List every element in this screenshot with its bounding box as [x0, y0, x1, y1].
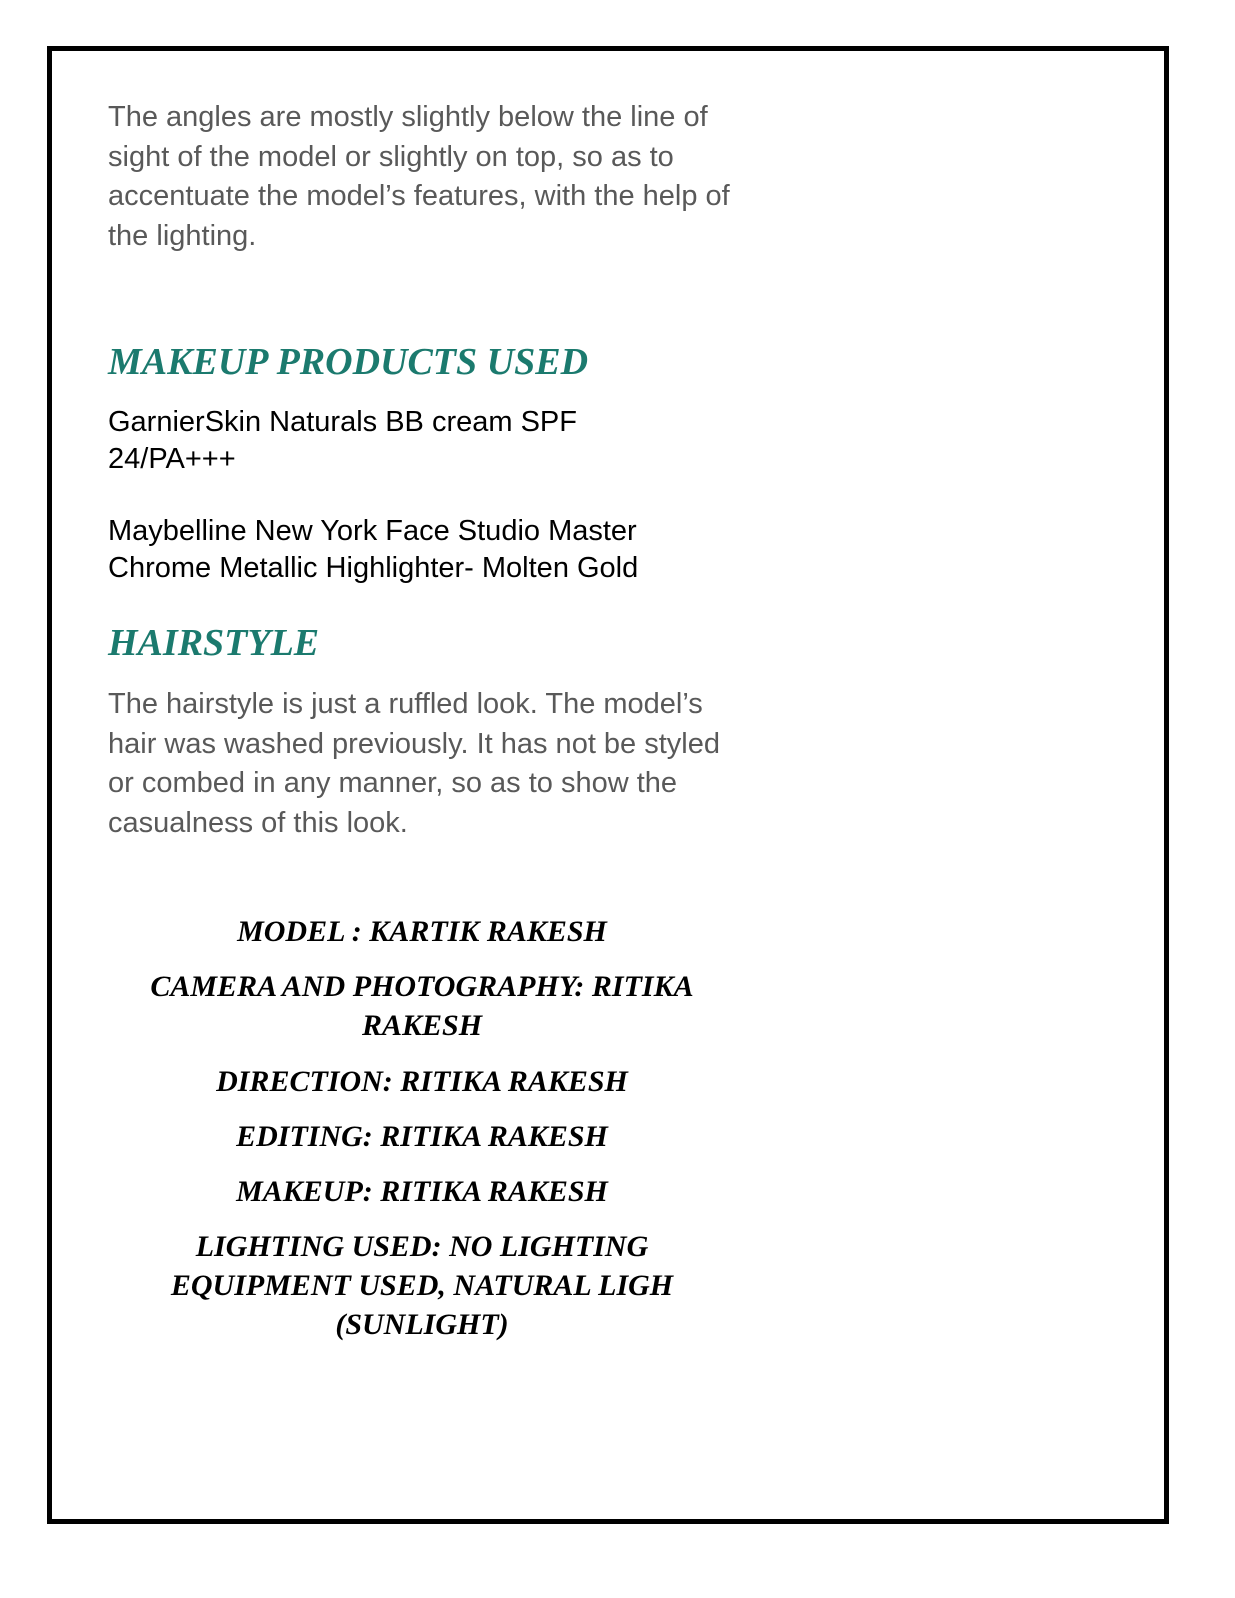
credit-makeup: MAKEUP: RITIKA RAKESH	[236, 1175, 608, 1208]
credit-model: MODEL : KARTIK RAKESH	[237, 915, 607, 948]
makeup-products-heading: MAKEUP PRODUCTS USED	[108, 341, 589, 383]
credit-editing: EDITING: RITIKA RAKESH	[236, 1120, 608, 1153]
angles-paragraph: The angles are mostly slightly below the line of sight of the model or slightly on top, so as to accentuate the model’s features, with the help of the lighting.	[108, 101, 730, 252]
credit-lighting: LIGHTING USED: NO LIGHTING EQUIPMENT USED, NATURAL LIGH (SUNLIGHT)	[170, 1230, 674, 1341]
credit-camera-photography: CAMERA AND PHOTOGRAPHY: RITIKA RAKESH	[150, 970, 694, 1042]
product-item-highlighter: Maybelline New York Face Studio Master Chrome Metallic Highlighter- Molten Gold	[108, 515, 639, 584]
product-item-bb-cream: GarnierSkin Naturals BB cream SPF 24/PA+++	[108, 406, 577, 475]
hairstyle-heading: HAIRSTYLE	[108, 622, 320, 664]
credit-direction: DIRECTION: RITIKA RAKESH	[216, 1065, 628, 1098]
hairstyle-paragraph: The hairstyle is just a ruffled look. The model’s hair was washed previously. It has not be styled or combed in any manner, so as to show the casualness of this look.	[108, 688, 721, 839]
